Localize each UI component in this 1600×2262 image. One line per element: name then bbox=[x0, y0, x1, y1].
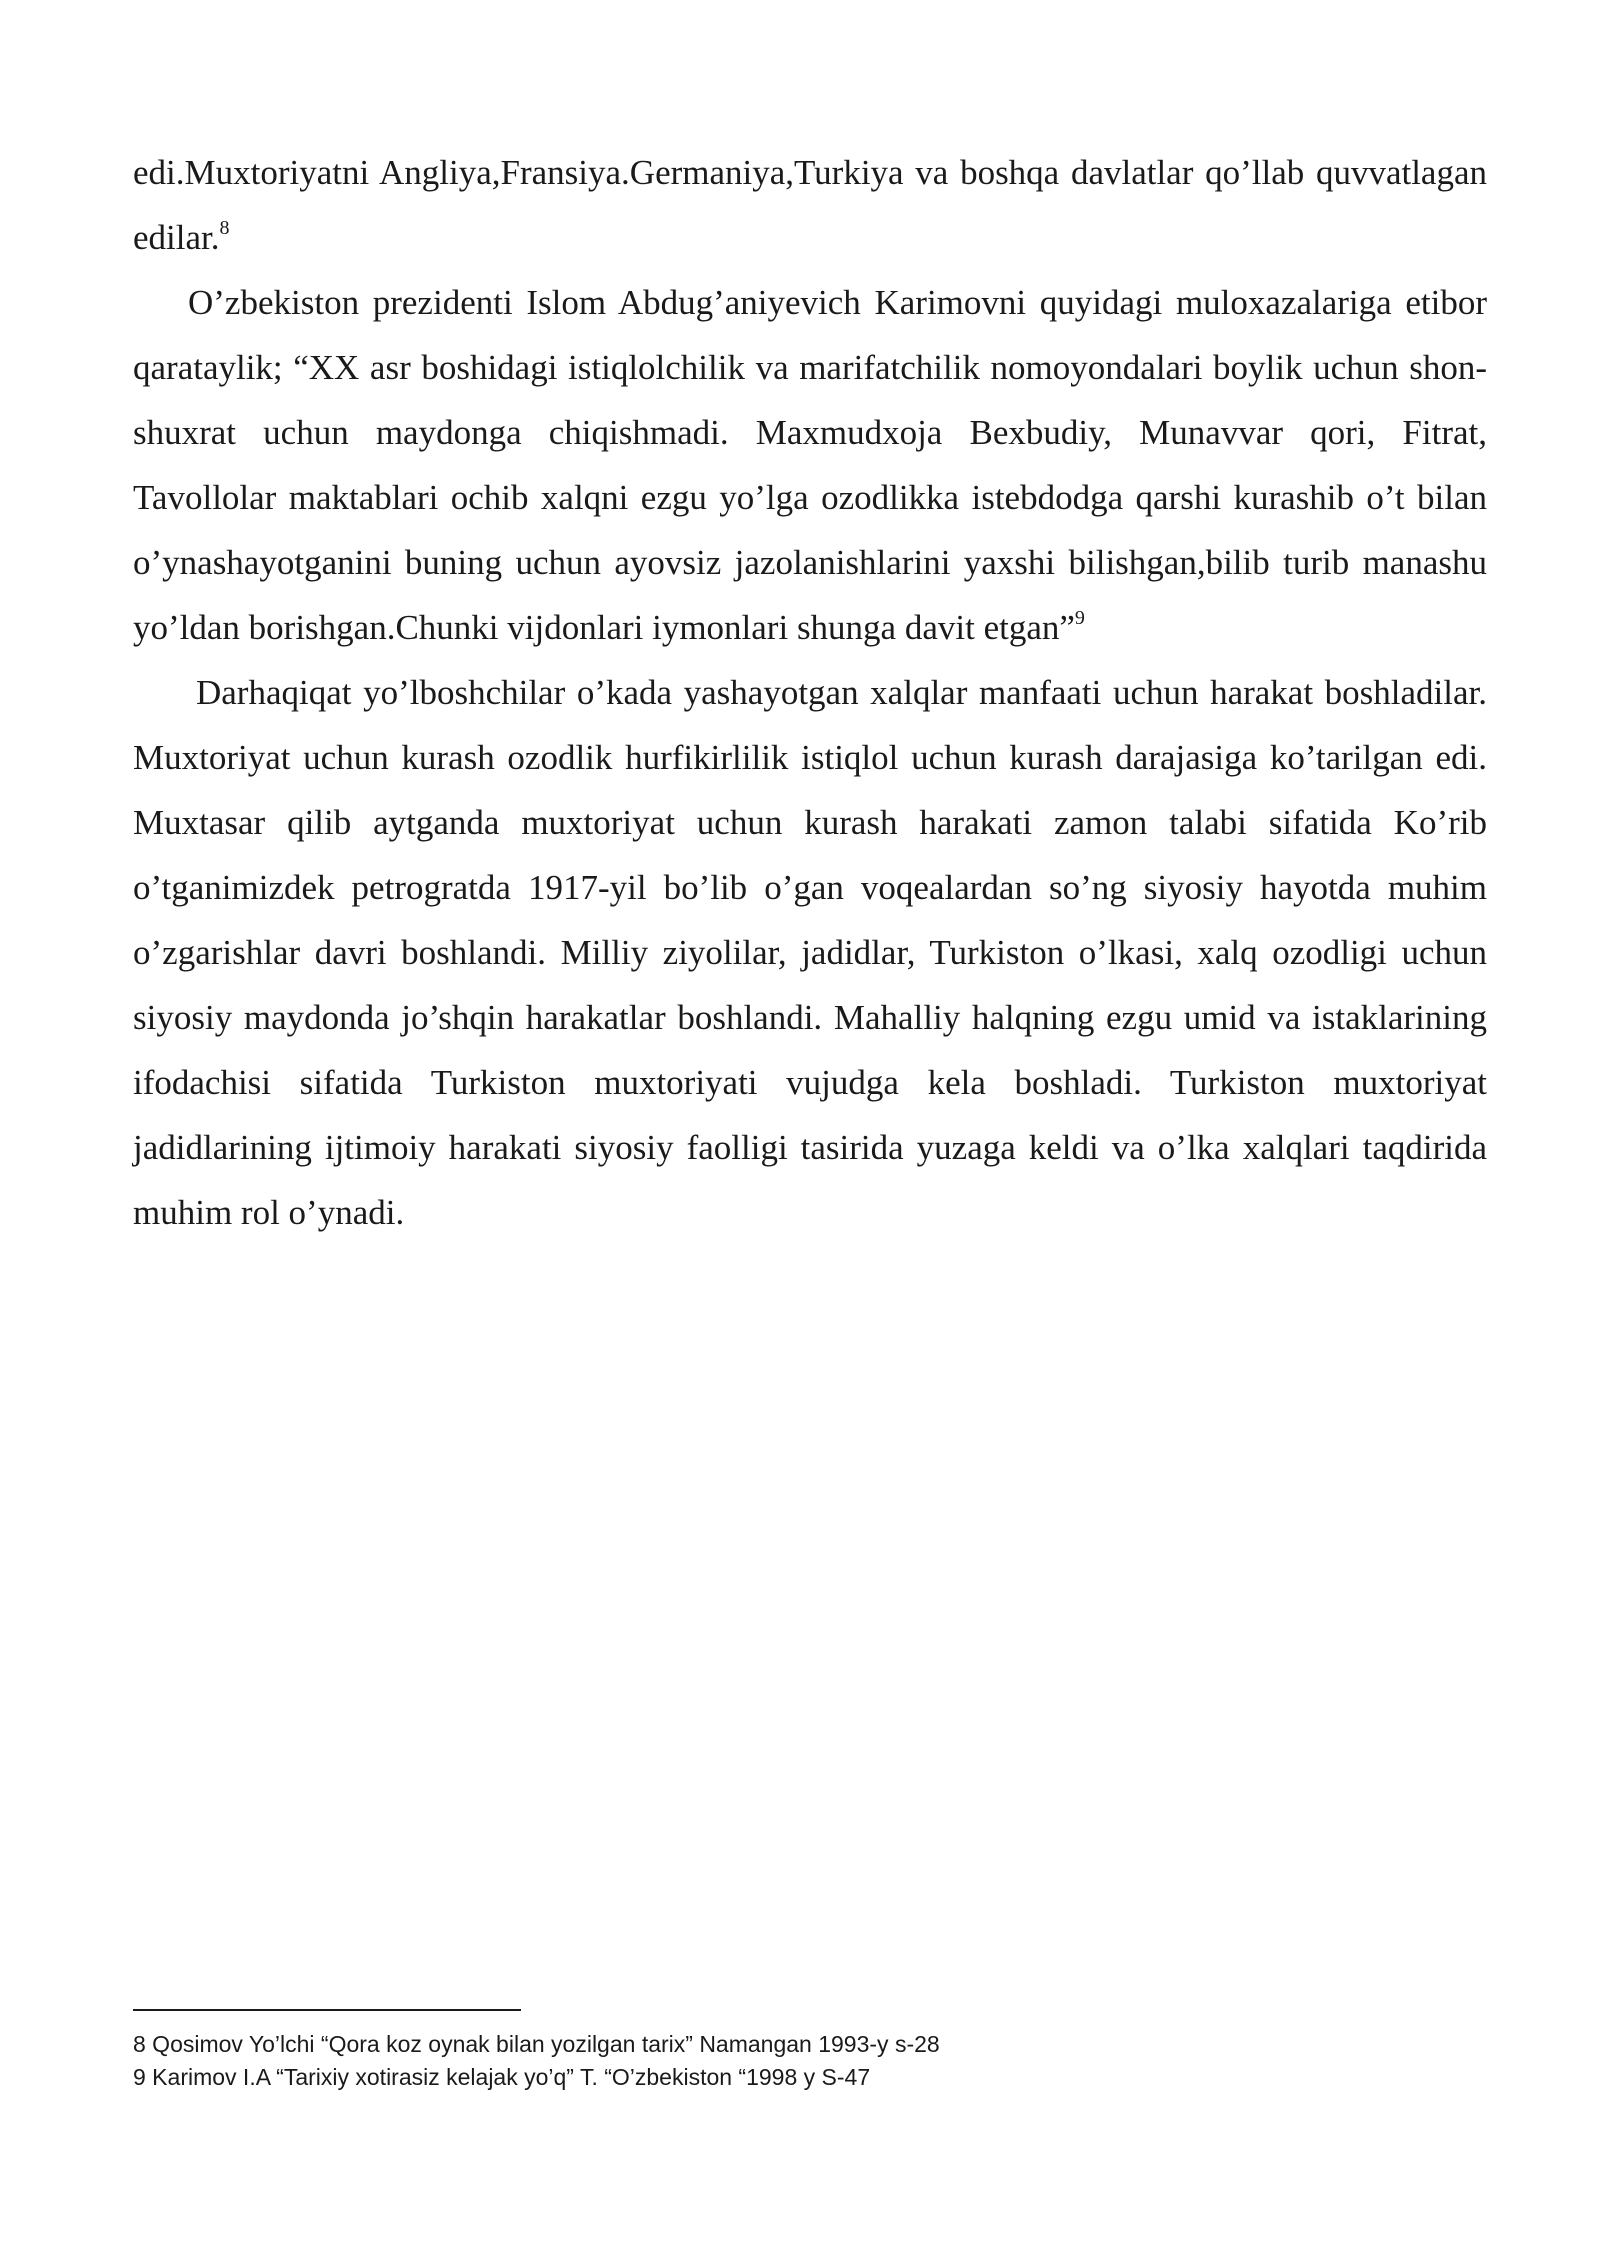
body-text bbox=[133, 140, 1487, 1245]
footnote-separator bbox=[133, 2009, 521, 2011]
footnote-ref-9[interactable]: 9 bbox=[1074, 607, 1085, 630]
paragraph-2-text: O’zbekiston prezidenti Islom Abdug’aniyevich Karimovni quyidagi muloxazalariga etibor qarataylik; “XX asr boshidagi istiqlolchilik va marifatchilik nomoyondalari boylik uchun shon-shuxrat uchun maydonga chiqishmadi. Maxmudxoja Bexbudiy, Munavvar qori, Fitrat, Tavollolar maktablari ochib xalqni ezgu yo’lga ozodlikka istebdodga qarshi kurashib o’t bilan o’ynashayotganini buning uchun ayovsiz jazolanishlarini yaxshi bilishgan,bilib turib manashu yo’ldan borishgan.Chunki vijdonlari iymonlari shunga davit etgan” bbox=[133, 283, 1487, 647]
paragraph-3 bbox=[133, 660, 1487, 1245]
footnote-9: 9 Karimov I.A “Tarixiy xotirasiz kelajak yo’q” T. “O’zbekiston “1998 y S-47 bbox=[133, 2064, 871, 2090]
paragraph-3-text: Darhaqiqat yo’lboshchilar o’kada yashayotgan xalqlar manfaati uchun harakat boshladilar. Muxtoriyat uchun kurash ozodlik hurfikirlilik istiqlol uchun kurash darajasiga ko’tarilgan edi. Muxtasar qilib aytganda muxtoriyat uchun kurash harakati zamon talabi sifatida Ko’rib o’tganimizdek petrogratda 1917-yil bo’lib o’gan voqealardan so’ng siyosiy hayotda muhim o’zgarishlar davri boshlandi. Milliy ziyolilar, jadidlar, Turkiston o’lkasi, xalq ozodligi uchun siyosiy maydonda jo’shqin harakatlar boshlandi. Mahalliy halqning ezgu umid va istaklarining ifodachisi sifatida Turkiston muxtoriyati vujudga kela boshladi. Turkiston muxtoriyat jadidlarining ijtimoiy harakati siyosiy faolligi tasirida yuzaga keldi va o’lka xalqlari taqdirida muhim rol o’ynadi. bbox=[133, 673, 1487, 1232]
footnote-8: 8 Qosimov Yo’lchi “Qora koz oynak bilan yozilgan tarix” Namangan 1993-y s-28 bbox=[133, 2031, 940, 2057]
paragraph-1 bbox=[133, 140, 1487, 270]
footnote-ref-8[interactable]: 8 bbox=[219, 217, 230, 240]
paragraph-1-text: edi.Muxtoriyatni Angliya,Fransiya.Germaniya,Turkiya va boshqa davlatlar qo’llab quvvatlagan edilar. bbox=[133, 153, 1487, 257]
footnotes bbox=[133, 2028, 1487, 2094]
paragraph-2 bbox=[133, 270, 1487, 660]
